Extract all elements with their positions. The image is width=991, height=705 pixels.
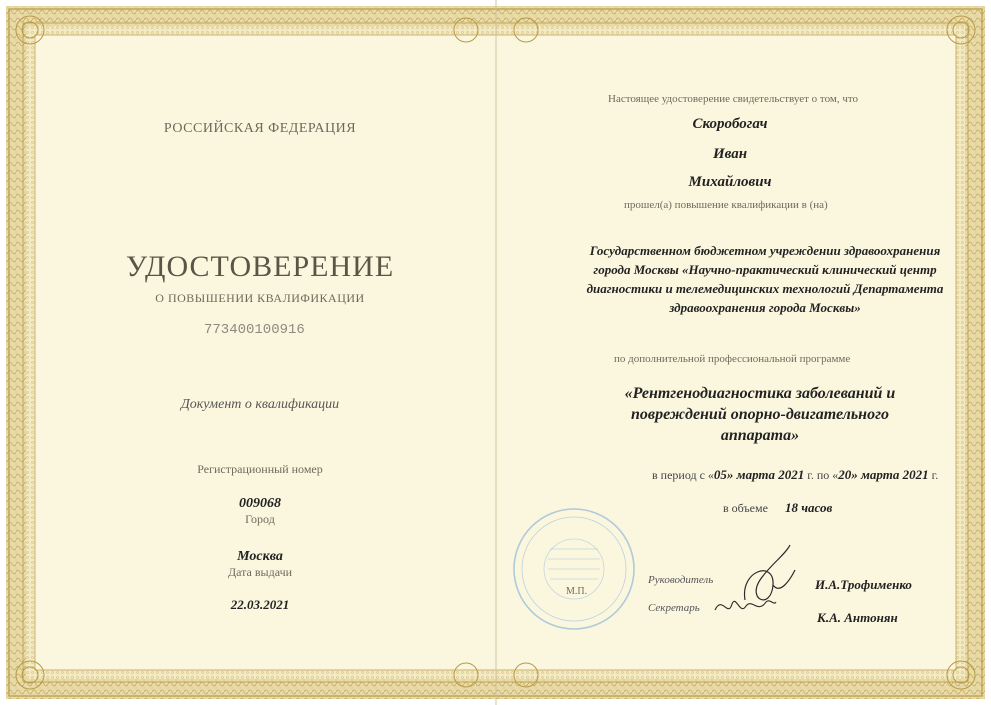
period-separator: г. по «: [804, 468, 839, 482]
org-line: диагностики и телемедицинских технологий Департамента: [586, 281, 944, 296]
program-line: повреждений опорно-двигательного: [631, 406, 889, 423]
volume-value: 18 часов: [784, 500, 833, 515]
serial-number: 773400100916: [204, 322, 305, 338]
program-block: [590, 383, 930, 446]
city-value: Москва: [237, 549, 283, 564]
period-prefix: в период с «: [652, 468, 714, 482]
secretary-label: Секретарь: [648, 602, 700, 614]
program-line: аппарата»: [720, 427, 800, 444]
city-label: Город: [245, 512, 275, 526]
volume-line: [723, 500, 832, 516]
issue-date-label: Дата выдачи: [227, 565, 293, 579]
first-name: Иван: [712, 146, 748, 162]
round-seal-stamp: [508, 503, 640, 635]
organization-block: [545, 241, 985, 317]
patronymic: Михайлович: [688, 174, 772, 190]
document-type: Документ о квалификации: [180, 397, 340, 412]
period-line: [652, 467, 938, 483]
surname: Скоробогач: [692, 116, 768, 132]
program-line: «Рентгенодиагностика заболеваний и: [624, 385, 896, 402]
secretary-signature: [710, 590, 780, 622]
start-month-year: » марта 2021: [726, 467, 805, 482]
head-name: И.А.Трофименко: [815, 577, 912, 592]
start-day: 05: [713, 467, 727, 482]
end-day: 20: [838, 467, 852, 482]
country-label: РОССИЙСКАЯ ФЕДЕРАЦИЯ: [163, 121, 357, 136]
period-suffix: г.: [928, 468, 939, 482]
passed-text: прошел(а) повышение квалификации в (на): [624, 199, 828, 211]
issue-date: 22.03.2021: [230, 597, 290, 612]
org-line: города Москвы «Научно-практический клинический центр: [593, 262, 937, 277]
volume-label: в объеме: [723, 501, 768, 515]
org-line: здравоохранения города Москвы»: [669, 300, 861, 315]
document-title: УДОСТОВЕРЕНИЕ: [125, 250, 395, 283]
end-month-year: » марта 2021: [851, 467, 929, 482]
intro-text: Настоящее удостоверение свидетельствует о том, что: [608, 93, 859, 105]
registration-label: Регистрационный номер: [197, 462, 323, 476]
stamp-mark: М.П.: [566, 586, 588, 597]
registration-number: 009068: [239, 496, 281, 511]
document-subtitle: О ПОВЫШЕНИИ КВАЛИФИКАЦИИ: [155, 291, 365, 305]
program-label: по дополнительной профессиональной программе: [614, 353, 851, 365]
org-line: Государственном бюджетном учреждении здравоохранения: [589, 243, 941, 258]
head-label: Руководитель: [648, 574, 714, 586]
secretary-name: К.А. Антонян: [817, 610, 898, 625]
